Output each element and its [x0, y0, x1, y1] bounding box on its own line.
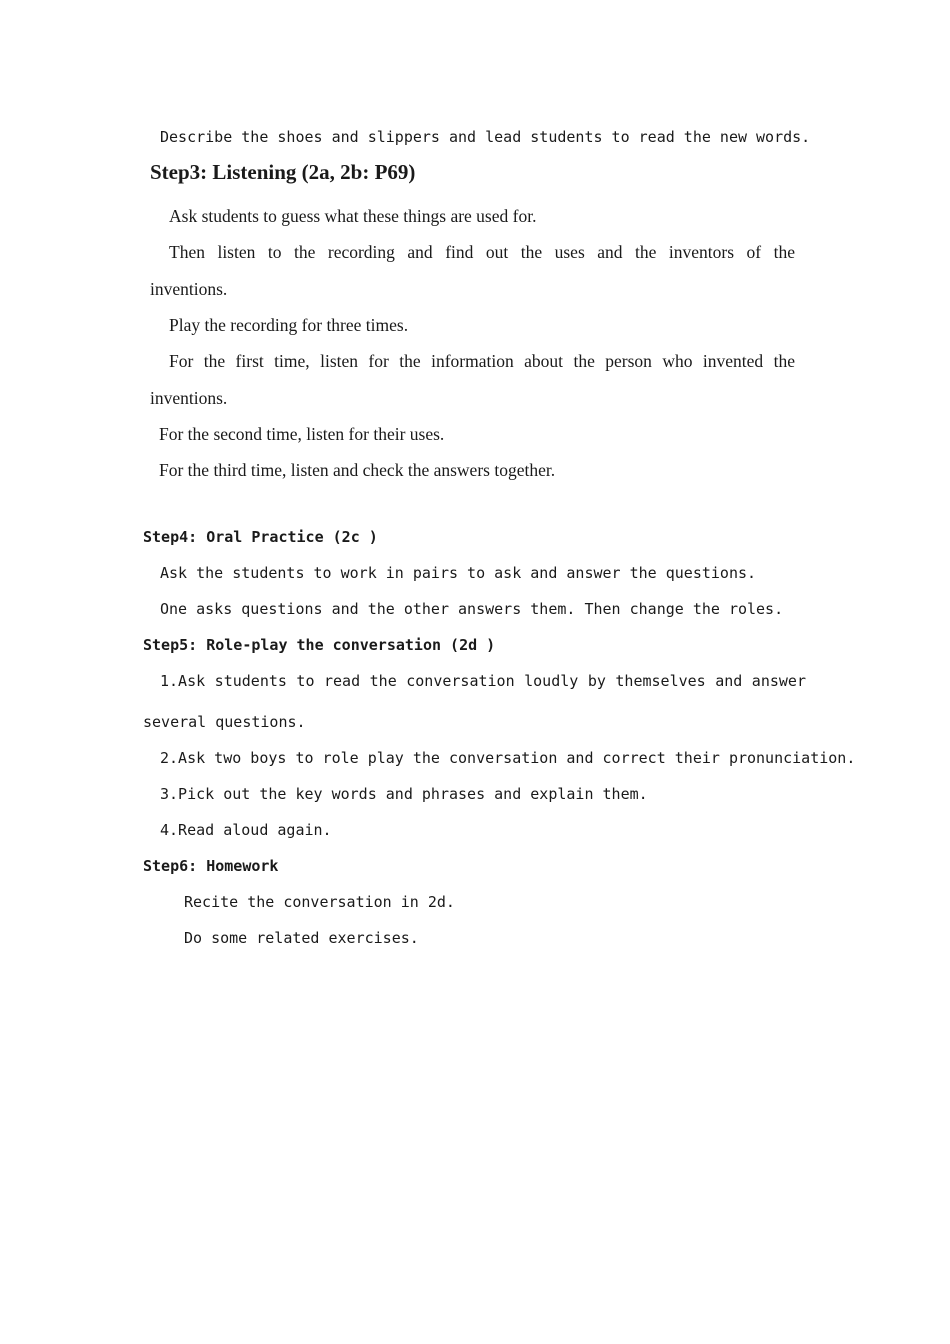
step3-paragraph-first-time-line1: For the first time, listen for the information about the person who invented the: [169, 351, 795, 371]
step5-item1-line1: 1.Ask students to read the conversation loudly by themselves and answer: [160, 672, 806, 690]
step3-paragraph-listen-line1: Then listen to the recording and find out the uses and the inventors of the: [169, 242, 795, 262]
step6-heading: Step6: Homework: [143, 857, 279, 875]
step4-paragraph-pairs: Ask the students to work in pairs to ask and answer the questions.: [160, 564, 757, 582]
step5-heading: Step5: Role-play the conversation (2d ): [143, 636, 496, 654]
step5-item2: 2.Ask two boys to role play the conversation and correct their pronunciation.: [160, 749, 856, 767]
step3-paragraph-listen-line2: inventions.: [150, 279, 228, 299]
step3-paragraph-first-time-line2: inventions.: [150, 388, 228, 408]
step6-paragraph-recite: Recite the conversation in 2d.: [184, 893, 455, 911]
step3-paragraph-guess: Ask students to guess what these things are used for.: [169, 206, 537, 226]
step3-paragraph-third-time: For the third time, listen and check the answers together.: [159, 460, 556, 480]
step4-heading: Step4: Oral Practice (2c ): [143, 528, 378, 546]
step3-heading: Step3: Listening (2a, 2b: P69): [150, 160, 416, 184]
step5-item3: 3.Pick out the key words and phrases and explain them.: [160, 785, 648, 803]
step3-paragraph-play: Play the recording for three times.: [169, 315, 409, 335]
step4-paragraph-roles: One asks questions and the other answers them. Then change the roles.: [160, 600, 784, 618]
intro-text: Describe the shoes and slippers and lead students to read the new words.: [160, 128, 811, 146]
step5-item1-line2: several questions.: [143, 713, 306, 731]
step5-item4: 4.Read aloud again.: [160, 821, 332, 839]
step6-paragraph-exercises: Do some related exercises.: [184, 929, 419, 947]
step3-paragraph-second-time: For the second time, listen for their uses.: [159, 424, 445, 444]
